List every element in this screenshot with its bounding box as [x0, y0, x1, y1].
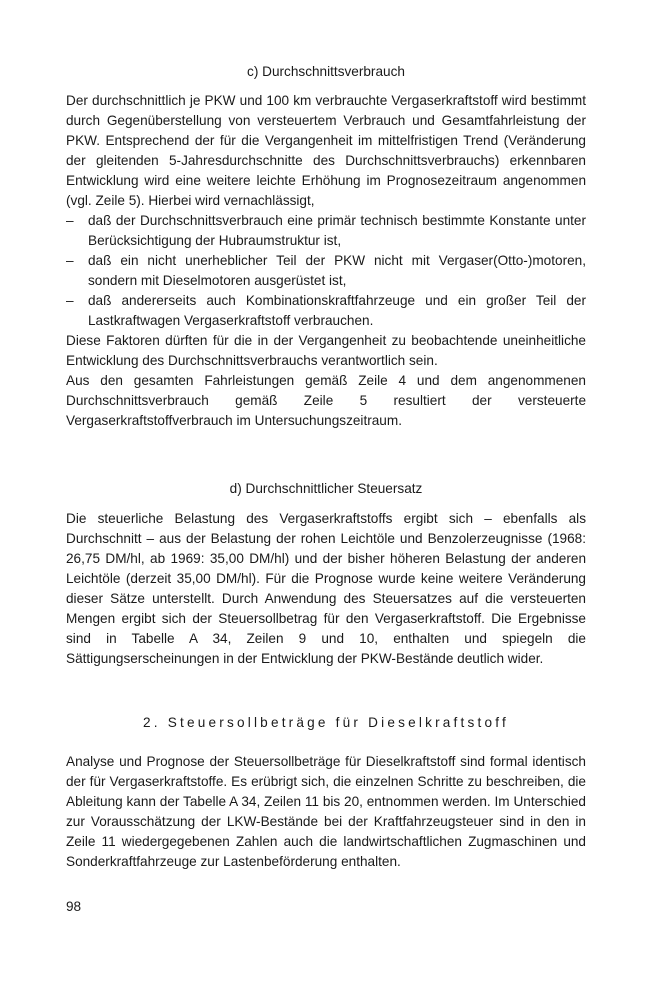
section-c-intro: Der durchschnittlich je PKW und 100 km verbrauchte Vergaserkraftstoff wird bestimmt durch Gegenüberstellung von versteuertem Verbrauch und Gesamtfahrleistung der PKW. Entsprechend der für die Vergangenheit im mittelfristigen Trend (Veränderung der gleitenden 5-Jahresdurchschnitte des Durchschnittsverbrauchs) erkennbaren Entwicklung wird eine weitere leichte Erhöhung im Prognosezeitraum angenommen (vgl. Zeile 5). Hierbei wird vernachlässigt,	[66, 93, 586, 208]
bullet-item	[66, 211, 586, 251]
bullet-text: daß andererseits auch Kombinationskraftfahrzeuge und ein großer Teil der Lastkraftwagen Vergaserkraftstoff verbrauchen.	[88, 293, 586, 328]
dash-marker: –	[66, 213, 74, 228]
bullet-item	[66, 291, 586, 331]
dash-marker: –	[66, 253, 74, 268]
section-c-paragraph: Diese Faktoren dürften für die in der Vergangenheit zu beobachtende uneinheitliche Entwicklung des Durchschnittsverbrauchs verantwortlich sein.	[66, 333, 586, 368]
bullet-text: daß ein nicht unerheblicher Teil der PKW nicht mit Vergaser(Otto-)motoren, sondern mit Dieselmotoren ausgerüstet ist,	[88, 253, 586, 288]
section-2-paragraph: Analyse und Prognose der Steuersollbeträge für Dieselkraftstoff sind formal identisch der für Vergaserkraftstoffe. Es erübrigt sich, die einzelnen Schritte zu beschreiben, die Ableitung kann der Tabelle A 34, Zeilen 11 bis 20, entnommen werden. Im Unterschied zur Vorausschätzung der LKW-Bestände bei der Kraftfahrzeugsteuer sind in den in Zeile 11 wiedergegebenen Zahlen auch die landwirtschaftlichen Zugmaschinen und Sonderkraftfahrzeuge zur Lastenbeförderung enthalten.	[66, 754, 586, 869]
bullet-text: daß der Durchschnittsverbrauch eine primär technisch bestimmte Konstante unter Berücksichtigung der Hubraumstruktur ist,	[88, 213, 586, 248]
section-c-body	[66, 91, 586, 431]
bullet-item	[66, 251, 586, 291]
section-d-heading: d) Durchschnittlicher Steuersatz	[229, 481, 423, 496]
section-c-heading: c) Durchschnittsverbrauch	[247, 64, 405, 79]
section-d-body	[66, 509, 586, 669]
section-d-paragraph: Die steuerliche Belastung des Vergaserkraftstoffs ergibt sich – ebenfalls als Durchschnitt – aus der Belastung der rohen Leichtöle und Benzolerzeugnisse (1968: 26,75 DM/hl, ab 1969: 35,00 DM/hl) und der bisher höheren Belastung der anderen Leichtöle (derzeit 35,00 DM/hl). Für die Prognose wurde keine weitere Veränderung dieser Sätze unterstellt. Durch Anwendung des Steuersatzes auf die versteuerten Mengen ergibt sich der Steuersollbetrag für den Vergaserkraftstoff. Die Ergebnisse sind in Tabelle A 34, Zeilen 9 und 10, enthalten und spiegeln die Sättigungserscheinungen in der Entwicklung der PKW-Bestände deutlich wider.	[66, 511, 586, 666]
section-c-bullet-list	[66, 211, 586, 331]
section-2-body	[66, 752, 586, 872]
dash-marker: –	[66, 293, 74, 308]
section-2-heading: 2. Steuersollbeträge für Dieselkraftstoff	[143, 715, 509, 730]
page-number: 98	[66, 899, 82, 914]
section-c-paragraph: Aus den gesamten Fahrleistungen gemäß Zeile 4 und dem angenommenen Durchschnittsverbrauch gemäß Zeile 5 resultiert der versteuerte Vergaserkraftstoffverbrauch im Untersuchungszeitraum.	[66, 373, 586, 428]
